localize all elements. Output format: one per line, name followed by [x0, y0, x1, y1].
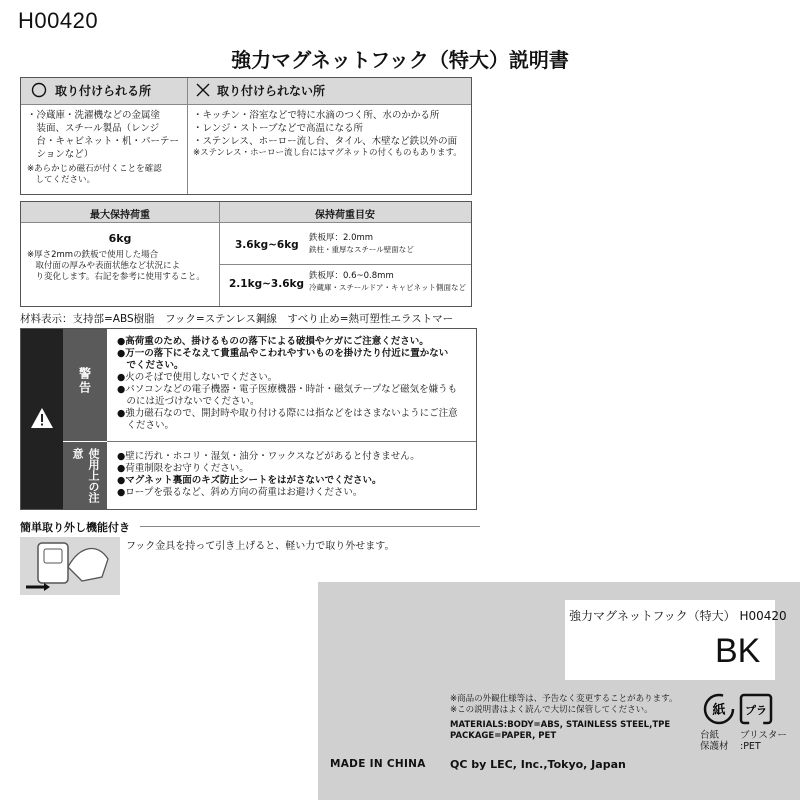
page-title: 強力マグネットフック（特大）説明書 [231, 48, 569, 72]
mountable-line: 台・キャビネット・机・パーテー [27, 136, 180, 147]
max-load-note-line: 取付面の厚みや表面状態など状況によ [27, 261, 181, 271]
warning-item: のには近づけないでください。 [117, 396, 260, 407]
materials-line: MATERIALS:BODY=ABS, STAINLESS STEEL,TPE [450, 720, 671, 730]
load-header [21, 202, 471, 223]
max-load-heading: 最大保持荷重 [90, 210, 150, 221]
package-notes [450, 694, 677, 716]
paper-recycle-mark: 紙 [712, 703, 726, 718]
circle-ok-icon [31, 82, 47, 102]
easy-removal-text: フック金具を持って引き上げると、軽い力で取り外せます。 [126, 541, 395, 552]
load-detail-2 [309, 271, 466, 293]
warning-sidebar [21, 329, 63, 509]
caution-item: ●マグネット裏面のキズ防止シートをはがさないでください。 [117, 475, 382, 486]
load-detail-1 [309, 233, 414, 255]
not-mountable-line: ・キッチン・浴室などで特に水滴のつく所、水のかかる所 [193, 110, 440, 121]
product-name-code: 強力マグネットフック（特大） H00420 [569, 609, 787, 623]
plastic-recycle-label [740, 730, 787, 752]
recycle-label-line: ブリスター [740, 730, 787, 741]
recycle-label-line: 台紙 [700, 730, 720, 741]
materials-label: 材料表示：支持部=ABS樹脂 フック=ステンレス鋼線 すべり止め=熱可塑性エラストマー [20, 313, 454, 325]
mountable-note-line: してください。 [27, 175, 96, 185]
mountable-note [27, 164, 162, 186]
warning-triangle-icon [30, 407, 54, 433]
max-load-note [27, 250, 205, 283]
paper-recycle-icon [702, 692, 736, 730]
warnings-table [20, 328, 477, 510]
warning-item: ●高荷重のため、掛けるものの落下による破損やケガにご注意ください。 [117, 336, 429, 347]
warning-item: ●万一の落下にそなえて貴重品やこわれやすいものを掛けたり付近に置かない [117, 348, 449, 359]
caution-label-cell [63, 441, 107, 510]
package-materials [450, 720, 670, 742]
caution-item: ●荷重制限をお守りください。 [117, 463, 249, 474]
load-range-1: 3.6kg~6kg [235, 239, 299, 251]
paper-recycle-label [700, 730, 729, 752]
mountable-list [27, 109, 179, 161]
company-label: QC by LEC, Inc.,Tokyo, Japan [450, 758, 626, 771]
max-load-note-line: り変化します。右記を参考に使用すること。 [27, 272, 205, 282]
caution-label: 使用上の注意 [71, 448, 100, 503]
warning-label-cell [63, 329, 107, 441]
product-code: H00420 [18, 8, 99, 33]
load-guide-heading: 保持荷重目安 [315, 210, 375, 221]
plastic-recycle-mark: プラ [745, 704, 767, 717]
usage-example: 鉄柱・重厚なスチール壁面など [309, 245, 414, 254]
warning-item: でください。 [117, 360, 184, 371]
mountable-line: ションなど） [27, 149, 94, 160]
max-load-note-line: ※厚さ2mmの鉄板で使用した場合 [27, 250, 159, 260]
mounting-locations-table [20, 77, 472, 195]
warning-item: ●火のそばで使用しないでください。 [117, 372, 278, 383]
mountable-heading: 取り付けられる所 [55, 84, 152, 98]
not-mountable-line: ・レンジ・ストーブなどで高温になる所 [193, 123, 364, 134]
caution-list [117, 451, 420, 499]
warning-list [117, 336, 458, 432]
mounting-header [21, 78, 471, 105]
color-code: BK [715, 632, 761, 670]
load-range-2: 2.1kg~3.6kg [229, 278, 304, 290]
mountable-line: 装面、スチール製品（レンジ [27, 123, 160, 134]
caution-item: ●壁に汚れ・ホコリ・湿気・油分・ワックスなどがあると付きません。 [117, 451, 420, 462]
recycle-label-line: :PET [740, 741, 761, 752]
load-capacity-table [20, 201, 472, 307]
mountable-note-line: ※あらかじめ磁石が付くことを確認 [27, 164, 162, 174]
package-note-line: ※商品の外観仕様等は、予告なく変更することがあります。 [450, 694, 678, 704]
recycle-label-line: 保護材 [700, 741, 729, 752]
not-mountable-note: ※ステンレス・ホーロー流し台にはマグネットの付くものもあります。 [193, 148, 462, 158]
warning-item: ください。 [117, 420, 175, 431]
caution-item: ●ロープを張るなど、斜め方向の荷重はお避けください。 [117, 487, 363, 498]
mountable-line: ・冷蔵庫・洗濯機などの金属塗 [27, 110, 161, 121]
plastic-recycle-icon [738, 692, 774, 730]
warning-label: 警告 [77, 367, 92, 395]
plate-thickness: 鉄板厚：2.0mm [309, 233, 374, 243]
removal-illustration [20, 537, 120, 595]
warning-item: ●パソコンなどの電子機器・電子医療機器・時計・磁気テープなど磁気を嫌うも [117, 384, 458, 395]
not-mountable-list [193, 109, 462, 159]
warning-item: ●強力磁石なので、開封時や取り付ける際には指などをはさまないようにご注意 [117, 408, 458, 419]
max-load-value: 6kg [108, 232, 132, 245]
usage-example: 冷蔵庫・スチールドア・キャビネット側面など [309, 283, 466, 292]
easy-removal-heading: 簡単取り外し機能付き [20, 521, 130, 534]
materials-line: PACKAGE=PAPER, PET [450, 731, 557, 741]
not-mountable-heading: 取り付けられない所 [217, 84, 326, 98]
made-in-label: MADE IN CHINA [330, 758, 426, 770]
package-note-line: ※この説明書はよく読んで大切に保管してください。 [450, 705, 653, 715]
cross-ng-icon [195, 82, 211, 102]
plate-thickness: 鉄板厚：0.6~0.8mm [309, 271, 394, 281]
not-mountable-line: ・ステンレス、ホーロー流し台、タイル、木壁など鉄以外の面 [193, 136, 458, 147]
